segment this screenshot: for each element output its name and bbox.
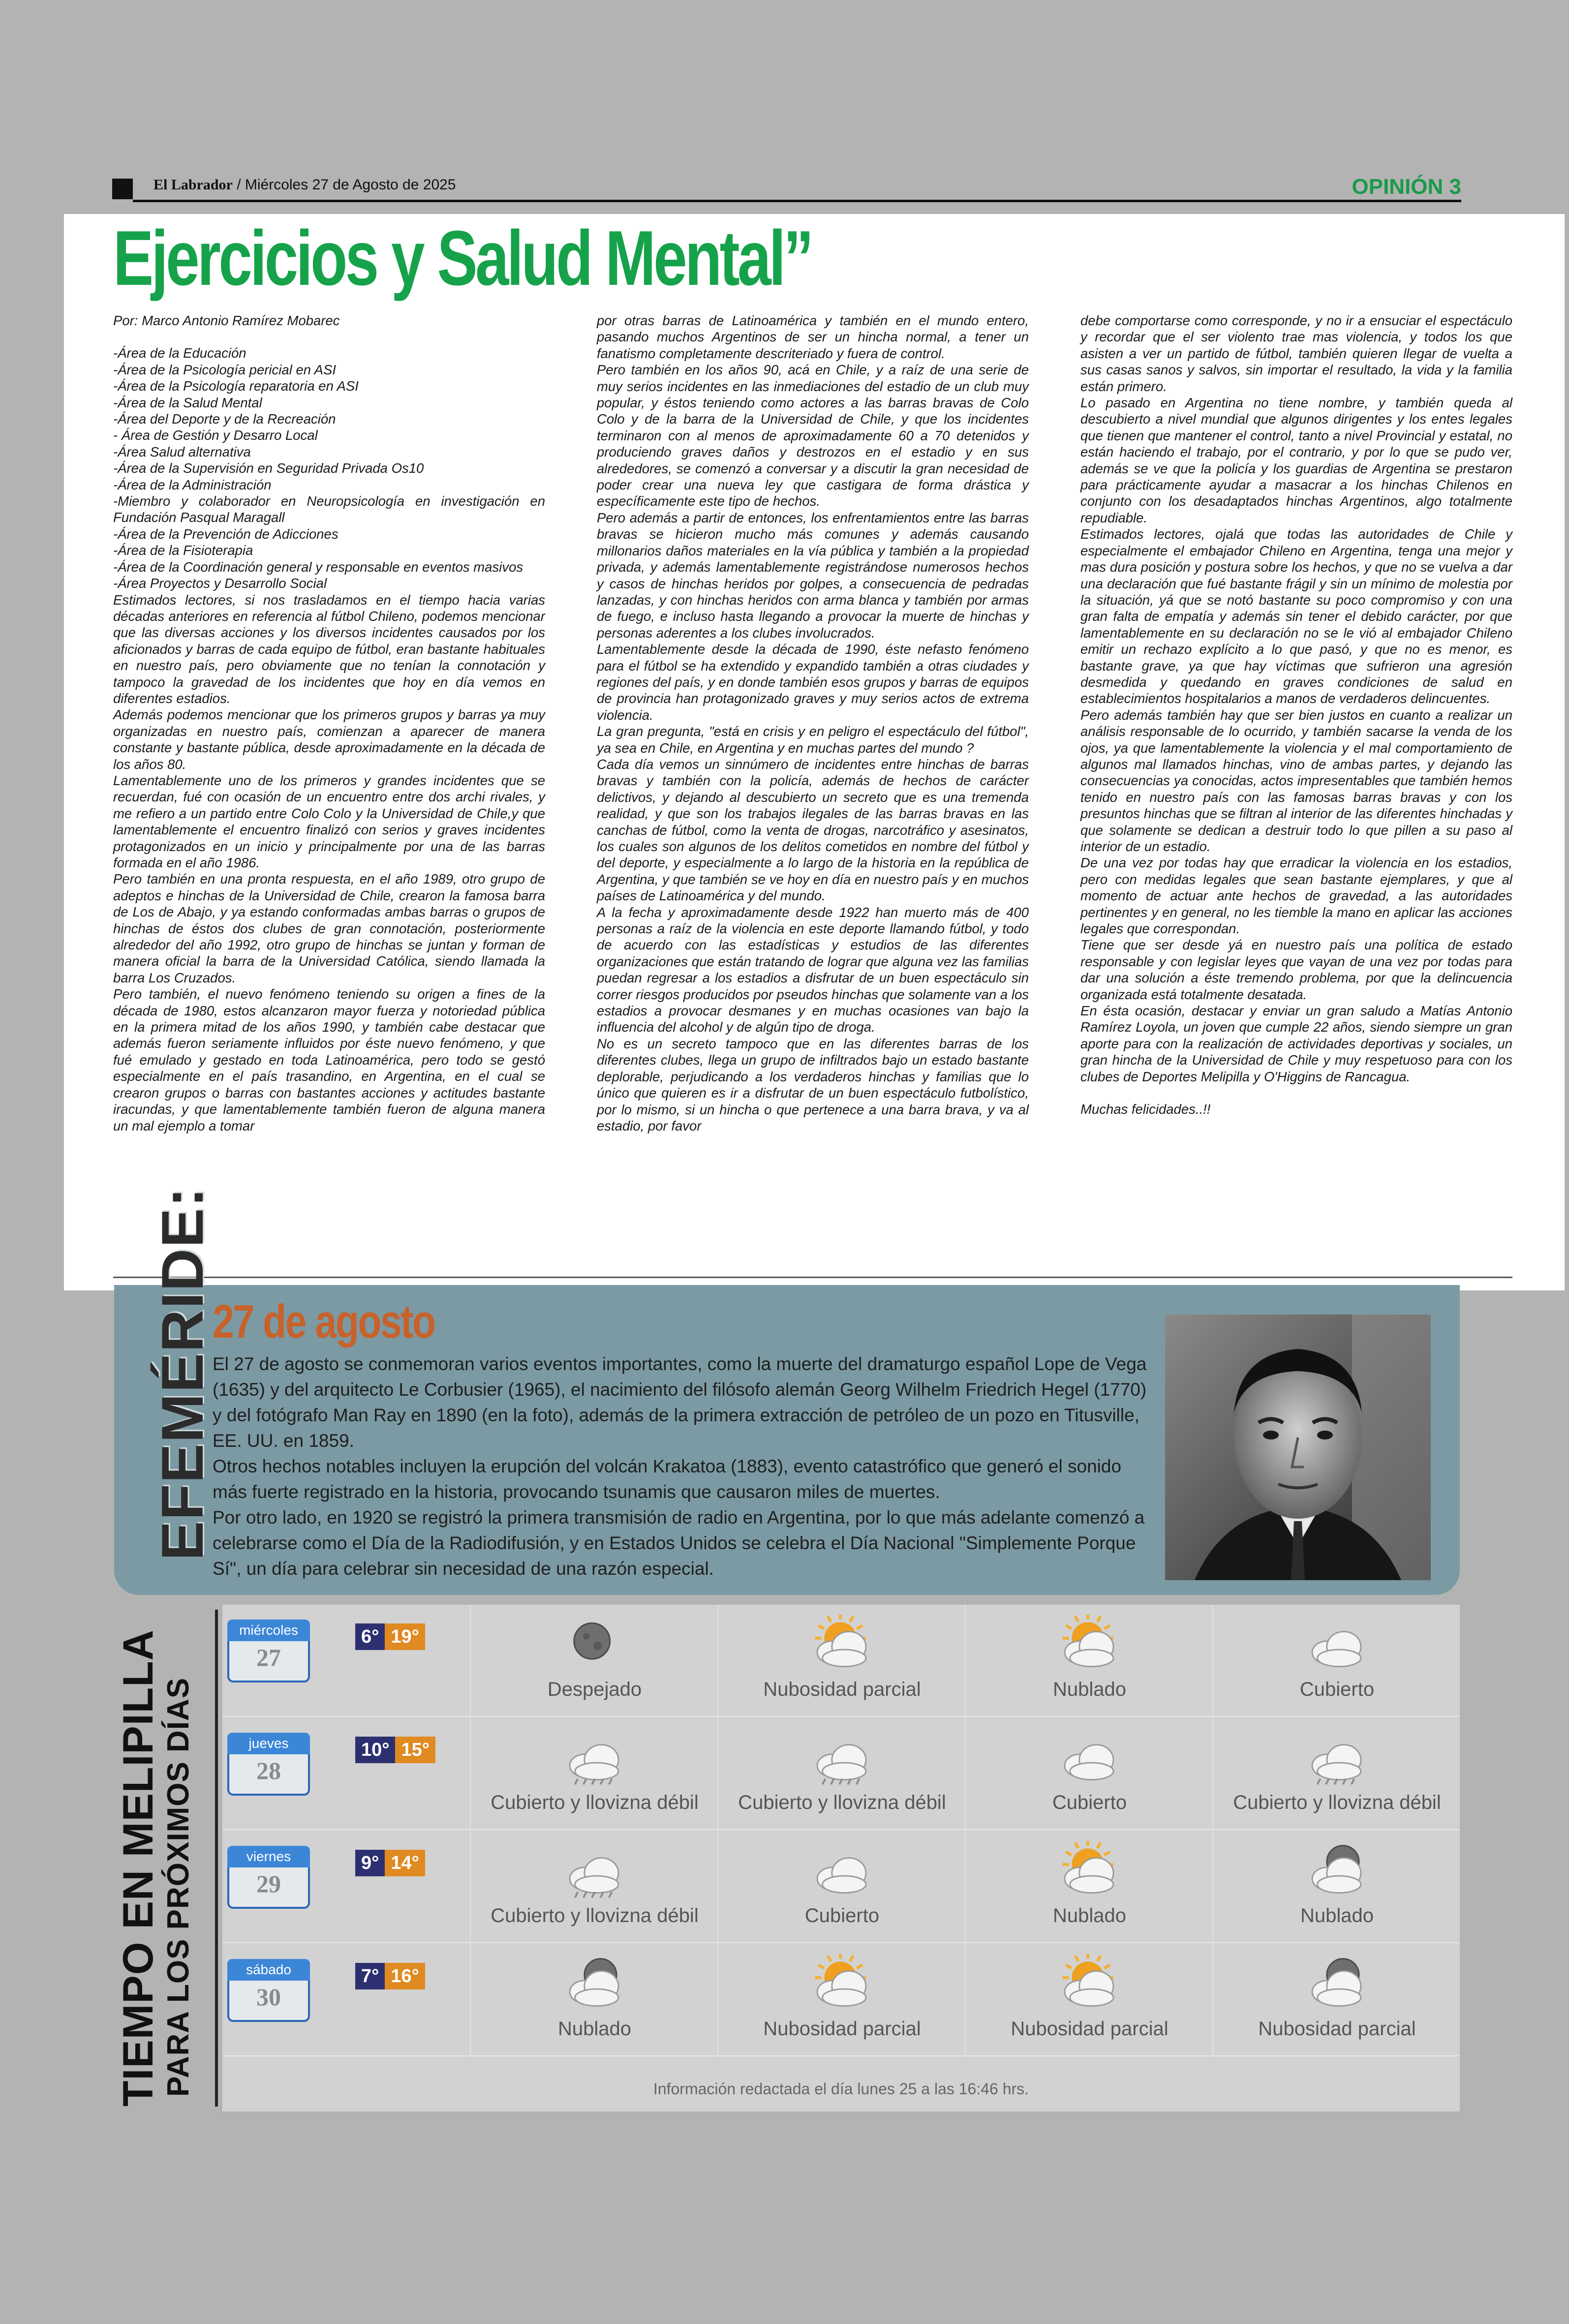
weather-period [717,1831,965,1942]
day-date: 30 [256,1983,281,2011]
temp-max: 19° [385,1623,425,1650]
weather-footer: Información redactada el día lunes 25 a las 16:46 hrs. [653,2080,1029,2098]
article-paragraph: Tiene que ser desde yá en nuestro país una política de estado responsable y con legislar leyes que vayan de una vez por todas para dar una solución a éste tremendo problema, por que la delincuencia organizada está totalmente desatada. [1080,937,1512,1002]
article-bottom-rule [113,1277,1512,1278]
weather-condition: Cubierto [804,1905,880,1926]
moon-cloud-icon [562,1954,626,2013]
article-column-3 [1080,312,1512,1282]
article-paragraph: -Área de la Coordinación general y responsable en eventos masivos [113,559,523,575]
sun-cloud-icon [810,1615,874,1674]
weather-condition: Nubosidad parcial [1258,2018,1416,2040]
temp-min: 7° [355,1963,385,1989]
temp-max: 16° [385,1963,425,1989]
sun-cloud-icon [1057,1954,1121,2013]
temp-min: 9° [355,1850,385,1876]
weather-period [717,1944,965,2055]
weather-divider [215,1610,218,2107]
weather-period [1212,1605,1460,1716]
article-paragraph [1080,1085,1512,1101]
article-paragraph: Lamentablemente uno de los primeros y grandes incidentes que se recuerdan, fué con ocasión de un encuentro entre dos archi rivales, y me refiero a un partido entre Colo Colo y la Universidad de Chile,y que lamentablemente el encuentro finalizó con serios y graves incidentes protagonizados en un inicio y principalmente por una de las barras formada en el año 1986. [113,772,545,870]
weather-day-row [222,1831,1460,1943]
weather-condition: Cubierto y llovizna débil [491,1792,699,1813]
article-paragraph: Pero además a partir de entonces, los enfrentamientos entre las barras bravas se hicieron mucho más comunes y además causando millonarios daños materiales en la vía pública y también a la propiedad privada, y además lamentablemente registrándose numerosos hechos y casos de hinchas heridos por golpes, a consecuencia de pedradas lanzadas, y con hinchas heridos con arma blanca y también por armas de fuego, e incluso hasta llegando a provocar la muerte de hinchas y personas aderentes a los clubes involucrados. [597,510,1029,641]
header-date: / Miércoles 27 de Agosto de 2025 [232,177,456,193]
day-calendar [227,1959,310,2022]
day-date: 27 [256,1644,281,1671]
drizzle-icon [562,1728,626,1787]
weather-condition: Cubierto y llovizna débil [491,1905,699,1926]
drizzle-icon [810,1728,874,1787]
article-paragraph: -Área de la Salud Mental [113,395,262,410]
article-paragraph: Estimados lectores, ojalá que todas las autoridades de Chile y especialmente el embajador Chileno en Argentina, tenga una mejor y mas dura posición y postura sobre los hechos, y que no se vuelva a dar una declaración que fué bastante frágil y sin un mínimo de molestia por la situación, yá que se notó bastante su poco compromiso y con una gran falta de empatía y además sin tener el debido carácter, por que lamentablemente en su declaración no se le vió al embajador Chileno emitir un rechazo explícito a lo que pasó, y que no es menor, es bastante grave, ya que hay víctimas que sufrieron una agresión desmedida y quedando en graves condiciones de salud en establecimientos hospitalarios a manos de verdaderos delincuentes. [1080,526,1512,706]
weather-condition: Despejado [547,1679,642,1700]
article-paragraph: Pero también en los años 90, acá en Chile, y a raíz de una serie de muy serios incidentes en las inmediaciones del estadio de un club muy popular, y éstos teniendo como actores a las barras bravas de Colo Colo y de la barra de la Universidad de Chile, y que los incidentes terminaron con al menos de aproximadamente 60 a 70 detenidos y produciendo graves daños y destrozos en el estadio y en sus alrededores, se comenzó a conversar y a discutir la gran necesidad de poder crear una nueva ley que castigara de forma drástica y específicamente este tipo de hechos. [597,362,1029,509]
weather-period [1212,1944,1460,2055]
weather-period [470,1944,717,2055]
header-paper-line [154,177,456,193]
moon-icon [562,1615,626,1674]
cloud-icon [1057,1728,1121,1787]
drizzle-icon [562,1841,626,1900]
article-paragraph: -Área de la Psicología reparatoria en ASI [113,378,359,394]
weather-period [965,1944,1212,2055]
efemeride-paragraph: El 27 de agosto se conmemoran varios eventos importantes, como la muerte del dramaturgo español Lope de Vega (1635) y del arquitecto Le Corbusier (1965), el nacimiento del filósofo alemán Georg Wilhelm Friedrich Hegel (1770) y del fotógrafo Man Ray en 1890 (en la foto), además de la primera extracción de petróleo de un pozo en Titusville, EE. UU. en 1859. [213,1354,1147,1451]
article-paragraph: De una vez por todas hay que erradicar la violencia en los estadios, pero con medidas legales que sean bastante ejemplares, y que al momento de actuar ante hechos de gravedad, a las autoridades pertinentes y en general, no les tiemble la mano en aplicar las acciones legales que correspondan. [1080,855,1512,937]
efemeride-panel [114,1186,1460,1595]
sun-cloud-icon [1057,1841,1121,1900]
article-paragraph: Pero además también hay que ser bien justos en cuanto a realizar un análisis responsable de lo ocurrido, y también sacarse la venda de los ojos, ya que lamentablemente la violencia y el mal comportamiento de algunos mal llamados hinchas, vino de ambas partes, y dejando las consecuencias ya conocidas, actos impresentables que también hemos tenido en nuestro país con las famosas barras bravas y con los presuntos hinchas que se filtran al interior de las diferentes hinchadas y que solamente se dedican a destruir todo lo que pillen a su paso al interior de un estadio. [1080,707,1512,854]
article-paragraph: -Área de la Psicología pericial en ASI [113,362,336,377]
weather-period [470,1718,717,1829]
article-column-2 [597,312,1029,1282]
weather-condition: Nublado [1052,1905,1126,1926]
weather-section [114,1605,1460,2111]
header-square [112,179,133,199]
day-temperatures [355,1850,425,1876]
day-name: jueves [227,1733,310,1754]
temp-max: 14° [385,1850,425,1876]
day-name: miércoles [227,1620,310,1641]
article-paragraph [113,329,545,345]
weather-condition: Cubierto [1052,1792,1127,1813]
section-label: OPINIÓN 3 [1352,175,1461,199]
article-paragraph: debe comportarse como corresponde, y no ir a ensuciar el espectáculo y recordar que el ser violento trae mas violencia, y todos los que asisten a ver un partido de fútbol, también quieren llegar de vuelta a sus casas sanos y salvos, sin importar el resultado, la vida y la familia están primero. [1080,313,1512,394]
sun-cloud-icon [1057,1615,1121,1674]
article-paragraph: - Área de Gestión y Desarro Local [113,428,318,443]
article-paragraph: -Área de la Administración [113,477,272,492]
cloud-icon [810,1841,874,1900]
day-temperatures [355,1737,435,1763]
weather-day-row [222,1718,1460,1830]
article-column-1 [113,312,545,1282]
article-paragraph: -Área de la Prevención de Adicciones [113,526,338,542]
article-paragraph: Estimados lectores, si nos trasladamos en el tiempo hacia varias décadas anteriores en referencia al fútbol Chileno, podemos mencionar que las diversas acciones y los diversos incidentes causados por los aficionados y barras de cada equipo de fútbol, eran bastante habituales en nuestro país, pero obviamente que no tenían la connotación y tampoco la gravedad de los incidentes que hoy en día vemos en diferentes estadios. [113,592,545,706]
article-paragraph: -Área Proyectos y Desarrollo Social [113,576,327,591]
article-paragraph: -Área de la Supervisión en Seguridad Privada Os10 [113,460,424,476]
weather-day-row [222,1944,1460,2056]
article-paragraph: En ésta ocasión, destacar y enviar un gran saludo a Matías Antonio Ramírez Loyola, un joven que cumple 22 años, siendo siempre un gran aporte para con la realización de actividades deportivas y sociales, un gran hincha de la Universidad de Chile y muy respetuoso para con los clubes de Deportes Melipilla y O'Higgins de Rancagua. [1080,1003,1512,1084]
day-temperatures [355,1963,425,1989]
article-paragraph: Cada día vemos un sinnúmero de incidentes entre hinchas de barras bravas y también con la policía, además de hechos de carácter delictivos, y dejando al descubierto un secreto que es una tremenda realidad, y que son los trabajos ilegales de las barras bravas en las canchas de fútbol, como la venta de drogas, narcotráfico y asesinatos, los cuales son algunos de los delitos cometidos en nombre del fútbol y del deporte, y especialmente a lo largo de la historia en la república de Argentina, y que también se ve hoy en día en nuestro país y en muchos países de Latinoamérica y del mundo. [597,756,1029,904]
paper-name: El Labrador [154,177,233,193]
day-temperatures [355,1623,425,1650]
article-paragraph: -Área del Deporte y de la Recreación [113,411,336,427]
article-paragraph: Por: Marco Antonio Ramírez Mobarec [113,313,340,328]
day-date: 28 [256,1757,281,1784]
weather-condition: Cubierto [1299,1679,1375,1700]
weather-condition: Nubosidad parcial [763,1679,921,1700]
article-paragraph: Muchas felicidades..!! [1080,1101,1211,1117]
portrait-photo [1165,1315,1431,1580]
weather-condition: Nublado [557,2018,631,2040]
header-rule [133,200,1461,202]
weather-day-row [222,1605,1460,1717]
article-paragraph: Lo pasado en Argentina no tiene nombre, y también queda al descubierto a nivel mundial que algunos dirigentes y los entes legales que tienen que mantener el control, tanto a nivel Provincial y estatal, no están haciendo el trabajo, por el contrario, y por lo que se pudo ver, además se ve que la policía y los guardias de Argentina se prestaron para prácticamente ayudar a masacrar a los hinchas Chilenos en conjunto con los desadaptados hinchas Argentinos, algo totalmente repudiable. [1080,395,1512,525]
weather-title: TIEMPO EN MELIPILLA [115,1629,162,2107]
moon-cloud-icon [1305,1841,1369,1900]
article-paragraph: No es un secreto tampoco que en las diferentes barras de los diferentes clubes, llega un grupo de infiltrados bajo un estado bastante deplorable, perjudicando a los verdaderos hinchas y familias que lo único que quieren es ir a disfrutar de un buen espectáculo futbolístico, por lo mismo, si un hincha o que pertenece a una barra brava, y va al estadio, por favor [597,1036,1029,1133]
efemeride-paragraph: Otros hechos notables incluyen la erupción del volcán Krakatoa (1883), evento catastrófico que generó el sonido más fuerte registrado en la historia, provocando tsunamis que causaron miles de muertes. [213,1456,1122,1502]
article-paragraph: Pero también, el nuevo fenómeno teniendo su origen a fines de la década de 1980, estos alcanzaron mayor fuerza y notoriedad pública en la primera mitad de los años 1990, y también cabe destacar que además fueron seriamente influidos por éste nuevo fenómeno, y que fué emulado y gestado en toda Latinoamérica, pero todo se gestó especialmente en el país trasandino, en Argentina, en el cual se crearon grupos o barras con bastantes acciones y actitudes bastante iracundas, y que lamentablemente también fueron de alguna manera un mal ejemplo a tomar [113,986,545,1133]
weather-period [717,1718,965,1829]
weather-condition: Cubierto y llovizna débil [1233,1792,1441,1813]
article-panel [64,214,1565,1290]
temp-min: 6° [355,1623,385,1650]
weather-condition: Nublado [1300,1905,1374,1926]
weather-period [470,1605,717,1716]
day-name: viernes [227,1846,310,1867]
weather-condition: Nublado [1052,1679,1126,1700]
sun-cloud-icon [810,1954,874,2013]
weather-subtitle: PARA LOS PRÓXIMOS DÍAS [161,1677,195,2097]
article-paragraph: por otras barras de Latinoamérica y también en el mundo entero, pasando muchos Argentinos de ser un hincha normal, a tener un fanatismo completamente descriteriado y fuera de control. [597,313,1029,361]
efemeride-text [213,1351,1147,1582]
article-paragraph: -Área de la Educación [113,345,246,361]
day-date: 29 [256,1870,281,1897]
weather-period [1212,1718,1460,1829]
weather-condition: Nubosidad parcial [763,2018,921,2040]
article-paragraph: A la fecha y aproximadamente desde 1922 han muerto más de 400 personas a raíz de la violencia en este deporte llamando fútbol, y todo de acuerdo con las estadísticas y estudios de las diferentes organizaciones que están tratando de lograr que alguna vez las familias puedan regresar a los estadios a disfrutar de un buen espectáculo sin correr riesgos producidos por pseudos hinchas que solamente van a los estadios a provocar desmanes y en muchas ocasiones van bajo la influencia del alcohol y de algún tipo de droga. [597,904,1029,1035]
cloud-icon [1305,1615,1369,1674]
article-columns [113,312,1512,1282]
weather-period [1212,1831,1460,1942]
weather-period [965,1605,1212,1716]
efemeride-label: EFEMÉRIDE: [150,1186,215,1560]
efemeride-paragraph: Por otro lado, en 1920 se registró la primera transmisión de radio en Argentina, por lo que más adelante comenzó a celebrarse como el Día de la Radiodifusión, y en Estados Unidos se celebra el Día Nacional "Simplemente Porque Sí", un día para celebrar sin necesidad de una razón especial. [213,1507,1145,1579]
weather-period [470,1831,717,1942]
article-paragraph: La gran pregunta, "está en crisis y en peligro el espectáculo del fútbol", ya sea en Chile, en Argentina y en muchas partes del mundo ? [597,724,1029,756]
weather-condition: Cubierto y llovizna débil [738,1792,946,1813]
efemeride-title: 27 de agosto [213,1295,435,1348]
article-paragraph: Lamentablemente desde la década de 1990, éste nefasto fenómeno para el fútbol se ha extendido y expandido también a otras ciudades y regiones del país, y en donde también esos grupos y barras de equipos de provincia han protagonizado graves y muy serios actos de extrema violencia. [597,642,1029,723]
temp-min: 10° [355,1737,395,1763]
weather-grid [222,1605,1460,2111]
article-title: Ejercicios y Salud Mental” [113,215,812,302]
page-header [112,175,1461,199]
article-paragraph: -Miembro y colaborador en Neuropsicología en investigación en Fundación Pasqual Maragall [113,493,545,525]
article-paragraph: Pero también en una pronta respuesta, en el año 1989, otro grupo de adeptos e hinchas de la Universidad de Chile, crearon la famosa barra de Los de Abajo, y ya estando conformadas ambas barras o grupos de hinchas de éstos dos clubes de gran connotación, posteriormente alrededor del año 1992, otro grupo de hinchas se juntan y forman de manera oficial la barra de la Universidad Católica, siendo llamada la barra Los Cruzados. [113,871,545,985]
weather-period [965,1831,1212,1942]
article-paragraph: -Área de la Fisioterapia [113,543,253,558]
day-name: sábado [227,1959,310,1981]
day-calendar [227,1846,310,1909]
day-calendar [227,1620,310,1682]
article-paragraph: -Área Salud alternativa [113,444,251,459]
weather-period [965,1718,1212,1829]
moon-cloud-icon [1305,1954,1369,2013]
day-calendar [227,1733,310,1796]
article-paragraph: Además podemos mencionar que los primeros grupos y barras ya muy organizadas en nuestro país, comienzan a aparecer de manera constante y bastante pública, desde aproximadamente en la década de los años 80. [113,707,545,772]
drizzle-icon [1305,1728,1369,1787]
temp-max: 15° [395,1737,435,1763]
weather-period [717,1605,965,1716]
weather-condition: Nubosidad parcial [1011,2018,1169,2040]
